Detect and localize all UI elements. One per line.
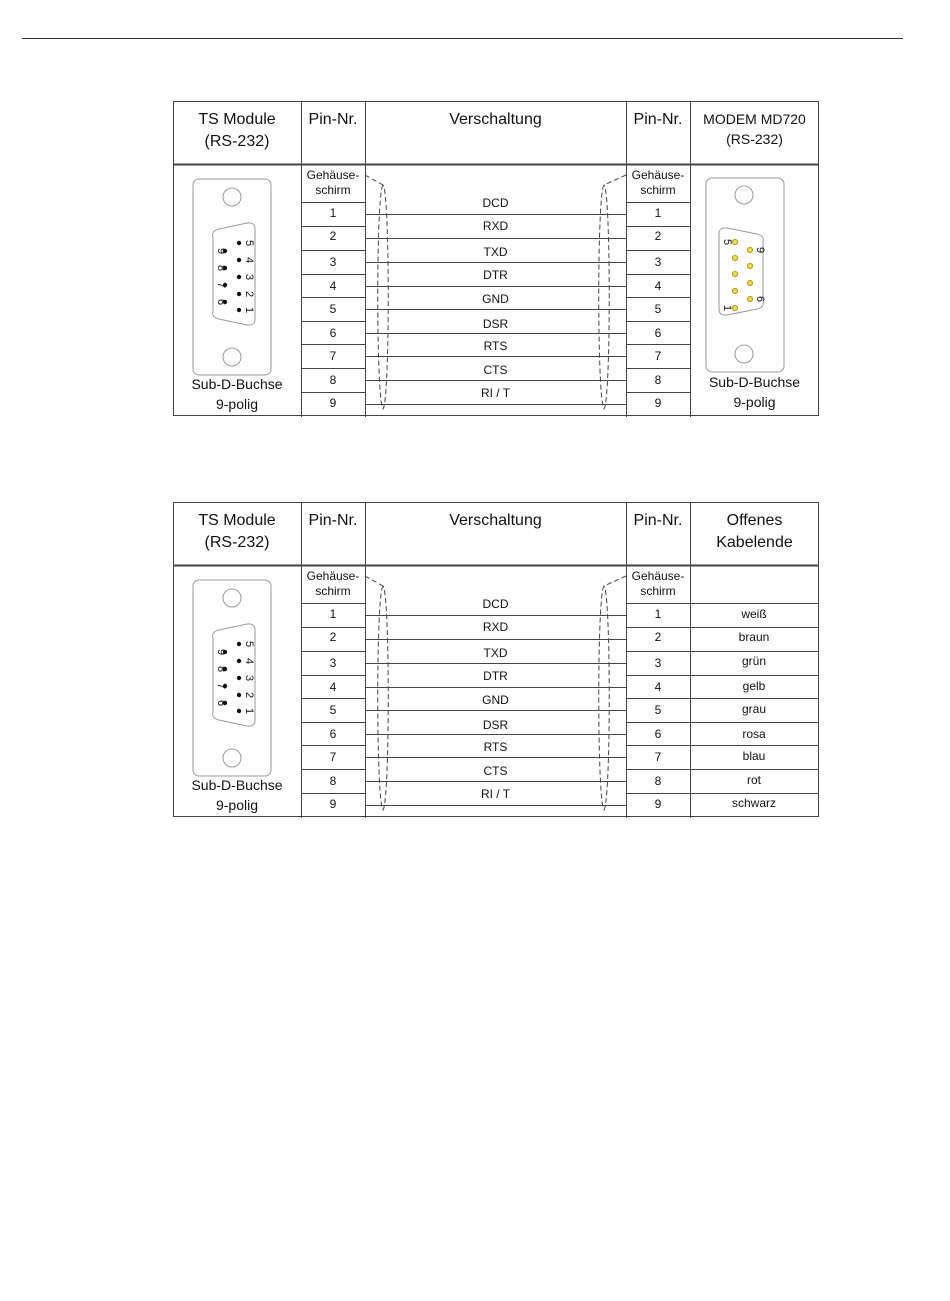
signal-label: RI / T: [480, 386, 511, 400]
signal-label: RXD: [482, 620, 509, 634]
caption-line: 9-polig: [215, 797, 259, 813]
shield-label-line: schirm: [640, 183, 676, 197]
wire-color-2: braun: [738, 630, 770, 644]
pin-right-8: 8: [654, 373, 662, 387]
left-device-interface: (RS-232): [204, 133, 270, 150]
pin-left-1: 1: [329, 206, 337, 220]
signal-label: RI / T: [480, 787, 511, 801]
left-connector-caption: [173, 775, 301, 815]
shield-label-line: schirm: [640, 584, 676, 598]
pin-left-8: 8: [329, 373, 337, 387]
caption-line: 9-polig: [215, 396, 259, 412]
pin-nr-left-header: Pin-Nr.: [308, 512, 358, 529]
right-connector-pins: [733, 240, 753, 311]
pin-left-5: 5: [329, 302, 337, 316]
pin-label: 6: [215, 699, 227, 707]
pin-right-3: 3: [654, 656, 662, 670]
pin-left-3: 3: [329, 255, 337, 269]
right-device-header: [690, 109, 819, 149]
left-sub-d-connector: [193, 179, 271, 375]
left-connector-pin-labels: [215, 240, 255, 313]
wire-color-6: rosa: [742, 727, 766, 741]
signal-label: RXD: [482, 219, 509, 233]
left-device-header: [173, 109, 301, 153]
shield-label-line: Gehäuse-: [631, 168, 685, 182]
pin-right-4: 4: [654, 680, 662, 694]
wire-color-5: grau: [741, 702, 767, 716]
pin-right-5: 5: [654, 703, 662, 717]
signal-label: GND: [482, 693, 509, 707]
signal-label: DSR: [482, 317, 509, 331]
wiring-header: Verschaltung: [449, 111, 542, 128]
pin-left-8: 8: [329, 774, 337, 788]
pin-right-9: 9: [654, 396, 662, 410]
pin-right-1: 1: [654, 607, 662, 621]
signal-label: DTR: [483, 268, 508, 282]
left-connector-pin-labels: [215, 641, 255, 714]
caption-line: Sub-D-Buchse: [191, 376, 283, 392]
signal-label: DCD: [482, 597, 509, 611]
pin-nr-right-header: Pin-Nr.: [633, 512, 683, 529]
pin-label: 3: [243, 273, 255, 281]
pin-label: 5: [721, 238, 733, 246]
right-sub-d-connector: [706, 178, 784, 372]
pin-right-4: 4: [654, 279, 662, 293]
shield-label-line: Gehäuse-: [306, 168, 360, 182]
pin-right-1: 1: [654, 206, 662, 220]
shield-label-line: schirm: [315, 584, 351, 598]
pin-left-1: 1: [329, 607, 337, 621]
signal-label: CTS: [483, 363, 508, 377]
pin-left-6: 6: [329, 326, 337, 340]
pin-label: 6: [754, 295, 766, 303]
wire-color-8: rot: [746, 773, 761, 787]
pin-left-9: 9: [329, 797, 337, 811]
pin-label: 9: [215, 648, 227, 656]
pin-left-2: 2: [329, 229, 337, 243]
pin-left-3: 3: [329, 656, 337, 670]
pin-label: 2: [243, 691, 255, 699]
right-device-name: Offenes: [726, 512, 783, 529]
signal-label: DSR: [482, 718, 509, 732]
right-connector-pin-labels: [721, 239, 766, 311]
pin-right-6: 6: [654, 326, 662, 340]
pin-nr-right-header: Pin-Nr.: [633, 111, 683, 128]
signal-label: TXD: [483, 646, 508, 660]
wire-color-7: blau: [742, 749, 766, 763]
wiring-table-open-cable: [173, 502, 819, 818]
pin-label: 3: [243, 674, 255, 682]
pin-left-4: 4: [329, 680, 337, 694]
left-device-name: TS Module: [198, 512, 276, 529]
pin-label: 7: [215, 682, 227, 690]
caption-line: 9-polig: [733, 394, 776, 410]
shield-label-line: Gehäuse-: [631, 569, 685, 583]
pin-label: 8: [215, 264, 227, 272]
pin-label: 5: [243, 640, 255, 648]
pin-label: 6: [215, 298, 227, 306]
pin-left-4: 4: [329, 279, 337, 293]
pin-left-9: 9: [329, 396, 337, 410]
left-device-interface: (RS-232): [204, 534, 270, 551]
wire-color-4: gelb: [742, 679, 766, 693]
shield-label-left: [301, 168, 365, 198]
pin-right-5: 5: [654, 302, 662, 316]
shield-label-right: [626, 569, 690, 599]
pin-label: 1: [243, 707, 255, 715]
left-device-name: TS Module: [198, 111, 276, 128]
pin-left-5: 5: [329, 703, 337, 717]
pin-right-3: 3: [654, 255, 662, 269]
wire-color-1: weiß: [741, 607, 767, 621]
wire-color-9: schwarz: [731, 796, 776, 810]
pin-label: 9: [215, 247, 227, 255]
signal-label: DTR: [483, 669, 508, 683]
shield-label-line: Gehäuse-: [306, 569, 360, 583]
right-device-header: [690, 510, 819, 554]
pin-label: 1: [721, 304, 733, 312]
left-connector-caption: [173, 374, 301, 414]
pin-right-2: 2: [654, 630, 662, 644]
pin-right-2: 2: [654, 229, 662, 243]
signal-label: CTS: [483, 764, 508, 778]
pin-right-9: 9: [654, 797, 662, 811]
pin-label: 5: [243, 239, 255, 247]
right-device-interface: Kabelende: [716, 534, 793, 551]
pin-nr-left-header: Pin-Nr.: [308, 111, 358, 128]
right-device-name: MODEM MD720: [703, 111, 806, 127]
pin-left-7: 7: [329, 750, 337, 764]
pin-right-8: 8: [654, 774, 662, 788]
pin-label: 4: [243, 657, 255, 665]
shield-label-right: [626, 168, 690, 198]
left-sub-d-connector: [193, 580, 271, 776]
right-device-interface: (RS-232): [726, 131, 783, 147]
shield-label-line: schirm: [315, 183, 351, 197]
pin-label: 2: [243, 290, 255, 298]
pin-label: 9: [754, 246, 766, 254]
pin-right-7: 7: [654, 349, 662, 363]
pin-right-6: 6: [654, 727, 662, 741]
signal-label: TXD: [483, 245, 508, 259]
signal-label: DCD: [482, 196, 509, 210]
wiring-header: Verschaltung: [449, 512, 542, 529]
shield-label-left: [301, 569, 365, 599]
left-device-header: [173, 510, 301, 554]
page-top-rule: [22, 38, 903, 39]
pin-left-7: 7: [329, 349, 337, 363]
signal-label: GND: [482, 292, 509, 306]
pin-label: 7: [215, 281, 227, 289]
pin-left-2: 2: [329, 630, 337, 644]
signal-label: RTS: [483, 740, 508, 754]
wire-color-3: grün: [741, 654, 767, 668]
pin-label: 4: [243, 256, 255, 264]
caption-line: Sub-D-Buchse: [708, 374, 801, 390]
pin-right-7: 7: [654, 750, 662, 764]
right-connector-caption: [690, 372, 819, 412]
caption-line: Sub-D-Buchse: [191, 777, 283, 793]
pin-label: 8: [215, 665, 227, 673]
pin-left-6: 6: [329, 727, 337, 741]
wiring-table-modem: [173, 101, 819, 417]
pin-label: 1: [243, 306, 255, 314]
signal-label: RTS: [483, 339, 508, 353]
